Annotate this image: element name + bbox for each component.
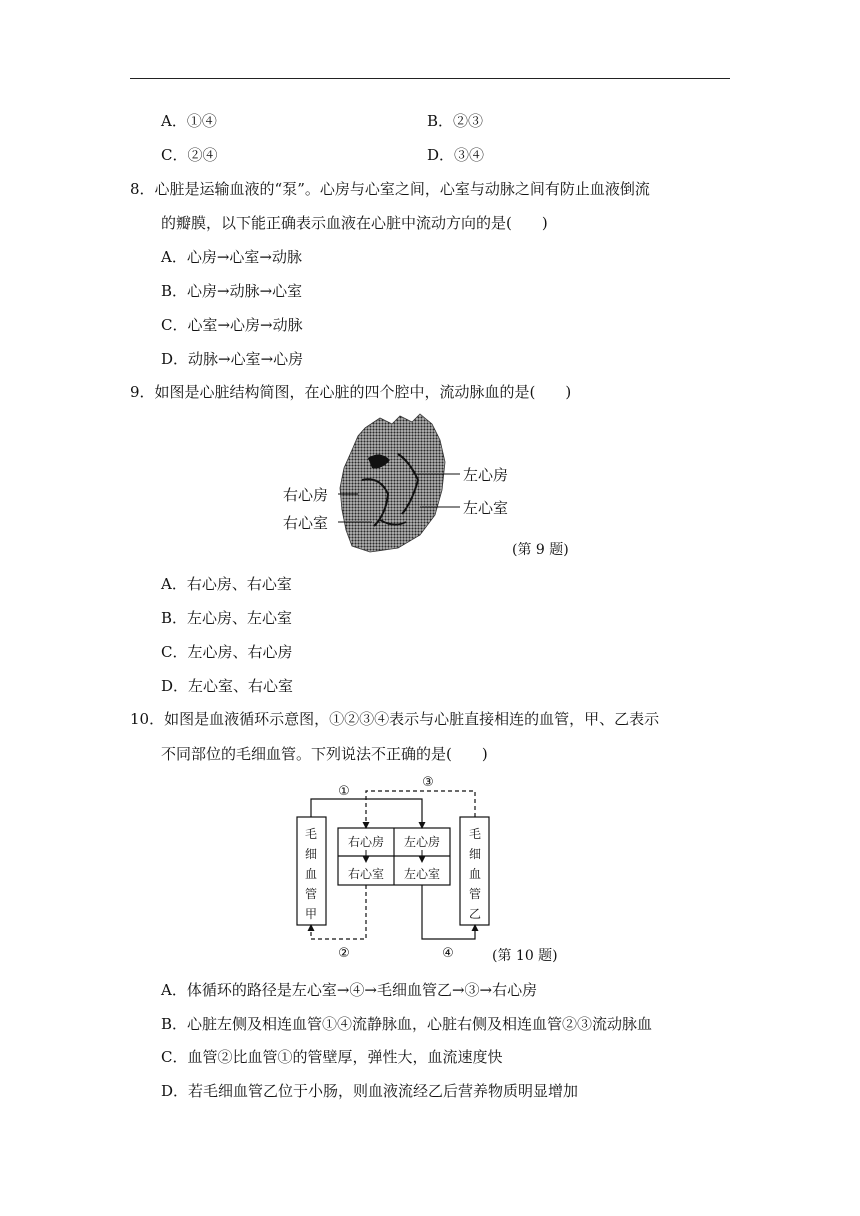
capillary-b-char-2: 细 — [468, 847, 482, 861]
option-b-prev[interactable]: B．②③ — [427, 112, 484, 130]
q8-option-d[interactable]: D．动脉→心室→心房 — [161, 350, 304, 368]
label-right-ventricle: 右心室 — [283, 514, 329, 532]
capillary-b-char-3: 血 — [468, 867, 482, 881]
q8-option-c[interactable]: C．心室→心房→动脉 — [161, 316, 303, 334]
capillary-a-char-1: 毛 — [304, 827, 318, 841]
q10-stem-line2: 不同部位的毛细血管。下列说法不正确的是( ) — [161, 745, 488, 763]
q8-option-a[interactable]: A．心房→心室→动脉 — [161, 248, 302, 266]
label-left-atrium: 左心房 — [463, 466, 509, 484]
diagram-left-atrium: 左心房 — [403, 835, 441, 849]
diagram-left-ventricle: 左心室 — [403, 867, 441, 881]
diagram-right-ventricle: 右心室 — [347, 867, 385, 881]
capillary-a-char-3: 血 — [304, 867, 318, 881]
capillary-b-char-5: 乙 — [468, 907, 482, 921]
q9-option-a[interactable]: A．右心房、右心室 — [161, 575, 292, 593]
circulation-diagram — [280, 770, 580, 965]
capillary-b-char-4: 管 — [468, 887, 482, 901]
capillary-a-char-2: 细 — [304, 847, 318, 861]
label-left-ventricle: 左心室 — [463, 499, 509, 517]
vessel-3-path — [366, 791, 475, 828]
vessel-4-label: ④ — [442, 946, 454, 961]
label-right-atrium: 右心房 — [283, 486, 329, 504]
capillary-a-char-4: 管 — [304, 887, 318, 901]
vessel-1-label: ① — [338, 784, 350, 799]
capillary-a-char-5: 甲 — [304, 907, 318, 921]
q9-option-b[interactable]: B．左心房、左心室 — [161, 609, 293, 627]
header-rule — [130, 78, 730, 79]
q9-option-d[interactable]: D．左心室、右心室 — [161, 677, 294, 695]
heart-diagram — [270, 410, 590, 560]
q9-option-c[interactable]: C．左心房、右心房 — [161, 643, 293, 661]
q10-caption: (第 10 题) — [492, 948, 558, 964]
q9-caption: (第 9 题) — [512, 542, 569, 558]
vessel-3-label: ③ — [422, 775, 434, 790]
q10-option-d[interactable]: D．若毛细血管乙位于小肠，则血液流经乙后营养物质明显增加 — [161, 1082, 579, 1100]
heart-illustration — [340, 414, 445, 552]
q9-stem: 9．如图是心脏结构简图，在心脏的四个腔中，流动脉血的是( ) — [130, 383, 572, 401]
option-c-prev[interactable]: C．②④ — [161, 146, 218, 164]
q10-stem-line1: 10．如图是血液循环示意图，①②③④表示与心脏直接相连的血管，甲、乙表示 — [130, 710, 660, 728]
q10-option-c[interactable]: C．血管②比血管①的管壁厚，弹性大，血流速度快 — [161, 1048, 503, 1066]
capillary-b-char-1: 毛 — [468, 827, 482, 841]
diagram-right-atrium: 右心房 — [347, 835, 385, 849]
q8-stem-line2: 的瓣膜，以下能正确表示血液在心脏中流动方向的是( ) — [161, 214, 548, 232]
q8-stem-line1: 8．心脏是运输血液的“泵”。心房与心室之间，心室与动脉之间有防止血液倒流 — [130, 180, 650, 198]
option-a-prev[interactable]: A．①④ — [161, 112, 217, 130]
q8-option-b[interactable]: B．心房→动脉→心室 — [161, 282, 303, 300]
vessel-2-label: ② — [338, 946, 350, 961]
q10-option-b[interactable]: B．心脏左侧及相连血管①④流静脉血，心脏右侧及相连血管②③流动脉血 — [161, 1015, 653, 1033]
option-d-prev[interactable]: D．③④ — [427, 146, 485, 164]
q10-option-a[interactable]: A．体循环的路径是左心室→④→毛细血管乙→③→右心房 — [161, 981, 538, 999]
